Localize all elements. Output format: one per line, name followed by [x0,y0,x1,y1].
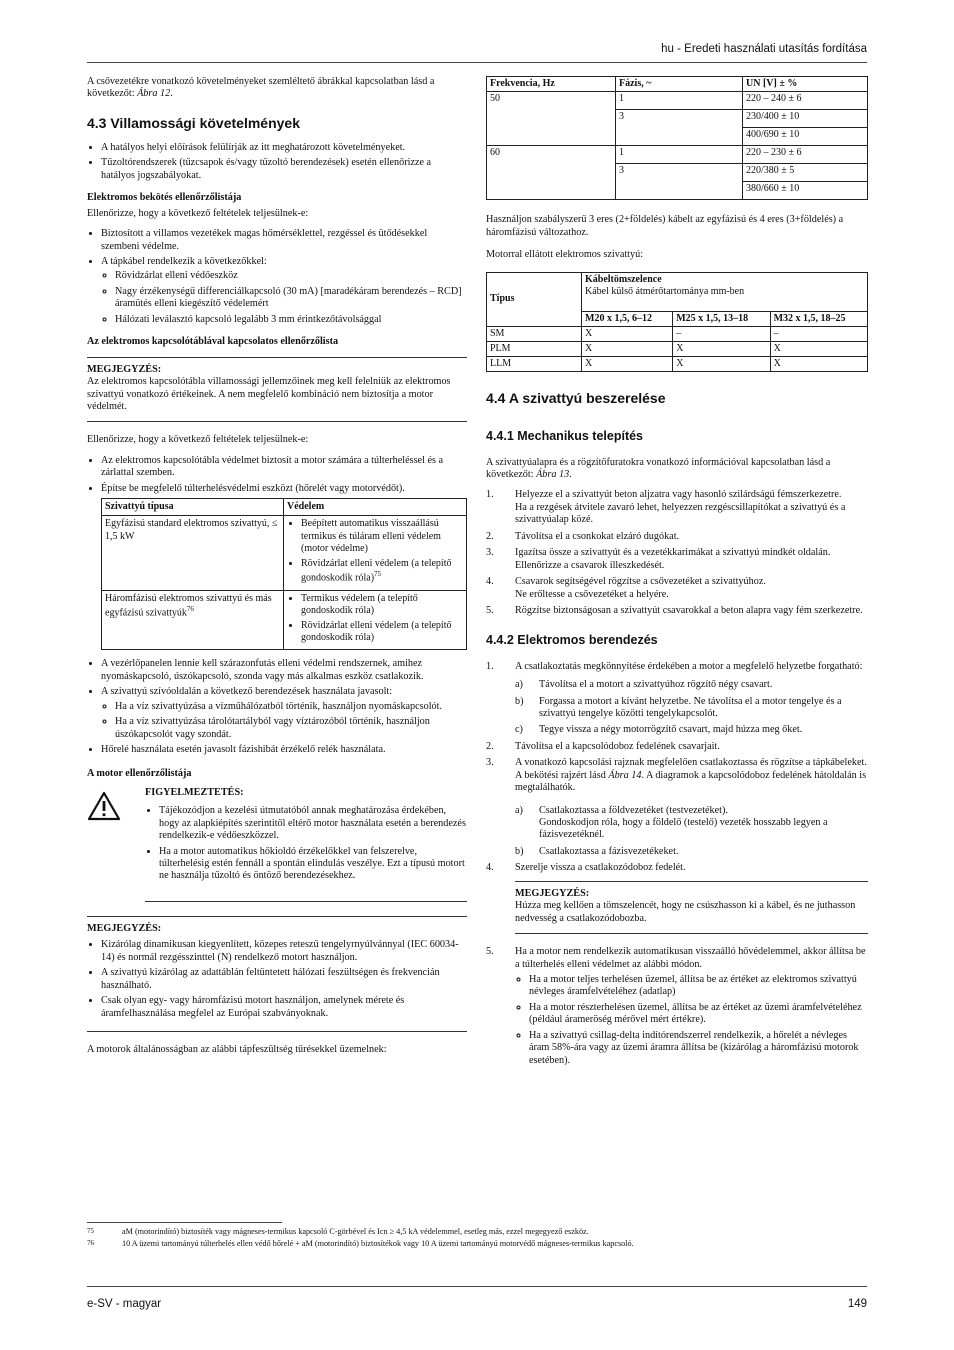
table-cell: 220 – 230 ± 6 [743,146,868,164]
table-cell: PLM [487,341,582,356]
header-divider [87,62,867,63]
list-item: • Biztosított a villamos vezetékek magas hőmérséklettel, rezgéssel és ütődésekkel szembeni védelme. [101,228,467,253]
list-item: 5. Ha a motor nem rendelkezik automatikusan visszaálló hővédelemmel, akkor állítsa be a túlterhelés elleni védelmet az alábbi módon. ◦ Ha a motor teljes terhelésen üzemel, állítsa be az értéket az elektromos szivattyú névleges áramfelvételéhez (adatlap) ◦ Ha a motor részterhelésen üzemel, állítsa be az értéket az üzemi áramfelvételéhez (például árameröség mérővel mért értékre). ◦ Ha a szivattyú csillag-delta indítórendszerrel rendelkezik, a hőrelét a névleges áram 58%-ára vagy az üzemi áramra állítsa be (kizárólag a háromfázisú motorok esetében). [486,946,868,1067]
table-cell [284,516,467,590]
table-cell: 60 [487,146,616,200]
list-item: 4. Szerelje vissza a csatlakozódoboz fedelét. [486,862,686,874]
note-title: MEGJEGYZÉS: [515,887,590,899]
warning-box [87,787,467,902]
section-4-3-heading: 4.3 Villamossági követelmények [87,114,300,131]
note-box-motor [87,916,467,1032]
table-cell [284,590,467,650]
list-item: • Hőrelé használata esetén javasolt fázishibát érzékelő relék használata. [101,744,467,756]
list-item: ◦ Ha a szivattyú csillag-delta indítórendszerrel rendelkezik, a hőrelét a névleges áram 58%-ára vagy az üzemi áramra állítsa be (kizárólag a háromfázisú motorok esetében). [529,1030,868,1067]
motor-checklist-title: A motor ellenőrzőlistája [87,768,192,780]
table-cell: – [673,326,770,341]
mech-intro: A szivattyúalapra és a rögzítőfuratokra vonatkozó információval kapcsolatban lásd a következőt: Ábra 13. [486,456,831,481]
table-row [102,590,467,650]
note-box-gland [515,881,868,934]
footer-divider [87,1286,867,1287]
list-item: • Ha a motor automatikus hőkioldó érzékelőkkel van felszerelve, túlterhelésig estén fennáll a spontán elindulás veszélye. Ezt a típusú motort ne használja tűzoltó és öntöző berendezésekhez. [159,846,467,883]
table-header: M20 x 1,5, 6–12 [582,311,673,326]
left-column [87,76,467,1064]
table-row [102,516,467,590]
table-cell: Egyfázisú standard elektromos szivattyú, ≤ 1,5 kW [102,516,284,590]
list-item: • Beépített automatikus visszaállású termikus és túláram elleni védelem (motor védelme) [301,518,463,555]
intro-paragraph: A csővezetékre vonatkozó követelményeket szemléltető ábrákkal kapcsolatban lásd a következőt: Ábra 12. [87,76,435,100]
section-4-4-1-heading: 4.4.1 Mechanikus telepítés [486,429,644,444]
list-item: 1. Helyezze el a szivattyút beton aljzatra vagy hasonló szilárdságú fémszerkezetre. Ha a rezgések átvitele zavaró lehet, helyezzen rezgéscsillapítókat a szivattyú és a szivattyúalap közé. [486,489,846,526]
table-header: Szivattyú típusa [102,499,284,516]
table-cell: 50 [487,92,616,146]
table-cell: X [673,341,770,356]
list-item: • Rövidzárlat elleni védelem (a telepítő gondoskodik róla)$^{75}$ [301,558,463,585]
table-row [487,341,868,356]
table-header: Kábeltömszelence Kábel külső átmérőtartománya mm-ben [582,272,868,311]
list-item: • Termikus védelem (a telepítő gondoskodik róla) [301,593,463,617]
table-cell: 220 – 240 ± 6 [743,92,868,110]
connection-list [87,228,467,326]
list-item: ◦ Ha a víz szivattyúzása a vízműhálózatból történik, használjon nyomáskapcsolót. [115,701,467,713]
voltage-tolerance-table [486,76,868,200]
list-item: • A hatályos helyi előírások felülírják az itt meghatározott követelményeket. [101,142,467,154]
table-cell: X [582,326,673,341]
list-item: a) Csatlakoztassa a földvezetéket (testvezetéket). Gondoskodjon róla, hogy a földelő (testelő) vezeték hosszabb legyen a fázisvezetéknél. [515,804,828,841]
warning-content [145,787,467,902]
right-column [486,76,868,1073]
connection-intro: Ellenőrizze, hogy a következő feltételek teljesülnek-e: [87,207,309,219]
list-item: • Az elektromos kapcsolótábla védelmet biztosít a motor számára a túlterheléssel és a zárlattal szemben. [101,455,467,480]
table-header: Frekvencia, Hz [487,77,616,92]
list-item: 1. A csatlakoztatás megkönnyítése érdekében a motor a megfelelő helyzetbe forgatható: a) Távolítsa el a motort a szivattyúhoz rögzítő négy csavart. b) Forgassa a motort a kívánt helyzetbe. Ne távolítsa el a motor tengelye és a szivattyú tengelye közötti tengelykapcsolót. c) Tegye vissza a négy motorrögzítő csavart, majd húzza meg őket. [486,661,868,737]
table-cell: 230/400 ± 10 [743,110,868,128]
list-item: • Csak olyan egy- vagy háromfázisú motort használjon, amelynek mérete és áramfelhasználása megfelel az Európai szabványoknak. [101,995,467,1020]
list-item: 3. Igazítsa össze a szivattyút és a vezetékkarimákat a szivattyú mindkét oldalán. Ellenőrizze a csavarok illeszkedését. [486,547,831,571]
cable-gland-table [486,272,868,373]
mechanical-steps [486,489,868,617]
section-4-4-2-heading: 4.4.2 Elektromos berendezés [486,633,658,648]
check-intro: Ellenőrizze, hogy a következő feltételek teljesülnek-e: [87,434,309,446]
footnote: 76 10 A üzemi tartományú túlterhelés ellen védő hőrelé + aM (motorindító) biztosítékok vagy 10 A üzemi tartományú motorvédő mágneses-termikus kapcsoló. [87,1239,634,1248]
list-item: • Tájékozódjon a kezelési útmutatóból annak meghatározása érdekében, hogy az alapkiépítés szerintitől eltérő motor használata esetén a berendezés rendelkezik-e védőeszközzel. [159,805,467,842]
page-number: 149 [847,1298,867,1310]
table-cell: 1 [616,146,743,164]
table-header: UN [V] ± % [743,77,868,92]
connection-checklist-title: Elektromos bekötés ellenőrzőlistája [87,192,242,204]
page-header: hu - Eredeti használati utasítás fordítása [661,43,867,55]
list-item: 5. Rögzítse biztonságosan a szivattyút csavarokkal a beton alapra vagy fém szerkezetre. [486,604,863,616]
list-item: b) Forgassa a motort a kívánt helyzetbe. Ne távolítsa el a motor tengelye és a szivattyú tengelye közötti tengelykapcsolót. [515,695,842,719]
note-box [87,357,467,423]
panel-checklist-title: Az elektromos kapcsolótáblával kapcsolatos ellenőrzőlista [87,336,339,348]
warning-title: FIGYELMEZTETÉS: [145,786,244,798]
table-header: Fázis, ~ [616,77,743,92]
table-cell: 3 [616,110,743,146]
table-row [487,146,868,164]
table-row [487,357,868,372]
list-item: ◦ Nagy érzékenységű differenciálkapcsoló (30 mA) [maradékáram berendezés – RCD] áramütés elleni kiegészítő védelemért [115,286,467,311]
table-cell: 1 [616,92,743,110]
note-title: MEGJEGYZÉS: [87,922,162,934]
warning-triangle-icon [87,787,145,902]
table-cell: 3 [616,164,743,200]
table-cell: X [770,341,867,356]
list-item: • Építse be megfelelő túlterhelésvédelmi eszközt (hőrelét vagy motorvédőt). [101,483,467,495]
list-item: • Kizárólag dinamikusan kiegyenlített, közepes reteszű tengelyrnyúlvánnyal (IEC 60034-14) és normál rezgésszinttel (N) rendelkező motort használjon. [101,939,467,964]
table-row [487,92,868,110]
table-cell: Háromfázisú elektromos szivattyú és más egyfázisú szivattyúk$^{76}$ [102,590,284,650]
list-item: 4. Csavarok segítségével rögzítse a csővezetéket a szivattyúhoz. Ne erőltesse a csővezetéket a helyére. [486,576,766,600]
list-item: • A szivattyú szívóoldalán a következő berendezések használata javasolt: ◦ Ha a víz szivattyúzása a vízműhálózatból történik, használjon nyomáskapcsolót. ◦ Ha a víz szivattyúzása tárolótartályból vagy víztározóból történik, használjon úszókapcsolót vagy szondát. [101,686,467,741]
footnote: 75 aM (motorindító) biztosíték vagy mágneses-termikus kapcsoló C-görbével és Icn ≥ 4,5 kA védelemmel, esetleg más, ezzel megegyező eszköz. [87,1227,589,1236]
table-cell: X [673,357,770,372]
list-item: ◦ Ha a víz szivattyúzása tárolótartályból vagy víztározóból történik, használjon úszókapcsolót vagy szondát. [115,716,467,741]
list-item: • Tűzoltórendszerek (tűzcsapok és/vagy tűzoltó berendezések) esetén ellenőrizze a hatályos jogszabályokat. [101,157,467,182]
footer-doc-name: e-SV - magyar [87,1298,162,1310]
list-item: ◦ Hálózati leválasztó kapcsoló legalább 3 mm érintkezőtávolsággal [115,314,467,326]
table-cell: 220/380 ± 5 [743,164,868,182]
protection-table [101,498,467,650]
table-header: M25 x 1,5, 13–18 [673,311,770,326]
section-4-4-heading: 4.4 A szivattyú beszerelése [486,390,666,407]
table-cell: – [770,326,867,341]
table-header: Védelem [284,499,467,516]
electrical-steps [486,661,868,875]
table-cell: X [582,357,673,372]
panel-list [87,455,467,495]
requirements-list [87,142,467,182]
table-header: Típus [487,272,582,326]
panel-list-continued [87,658,467,756]
list-item: c) Tegye vissza a négy motorrögzítő csavart, majd húzza meg őket. [515,724,803,736]
list-item: a) Távolítsa el a motort a szivattyúhoz rögzítő négy csavart. [515,679,773,691]
list-item: 2. Távolítsa el a csonkokat elzáró dugókat. [486,530,680,542]
list-item: b) Csatlakoztassa a fázisvezetékeket. [515,845,679,857]
footnote-divider [87,1222,282,1223]
table-cell: X [770,357,867,372]
list-item: • A tápkábel rendelkezik a következőkkel: ◦ Rövidzárlat elleni védőeszköz ◦ Nagy érzékenységű differenciálkapcsoló (30 mA) [maradékáram berendezés – RCD] áramütés elleni kiegészítő védelemért ◦ Hálózati leválasztó kapcsoló legalább 3 mm érintkezőtávolsággal [101,256,467,326]
note-text: Húzza meg kellően a tömszelencét, hogy ne csúszhasson ki a kábel, és ne juthasson nedvesség a csatlakozódobozba. [515,900,856,924]
list-item: • Rövidzárlat elleni védelem (a telepítő gondoskodik róla) [301,620,463,644]
cable-text: Használjon szabályszerű 3 eres (2+földelés) kábelt az egyfázisú és 4 eres (3+földelés) a háromfázisú változathoz. [486,214,844,238]
list-item: 3. A vonatkozó kapcsolási rajznak megfelelően csatlakoztassa és rögzítse a tápkábeleket. A bekötési rajzért lásd Ábra 14. A diagramok a kapcsolódoboz fedelének hátoldalán is megtalálhatók. a) Csatlakoztassa a földvezetéket (testvezetéket). Gondoskodjon róla, hogy a földelő (testelő) vezeték hosszabb legyen a fázisvezetéknél. b) Csatlakoztassa a fázisvezetékeket. [486,757,867,857]
note-title: MEGJEGYZÉS: [87,363,162,375]
voltage-intro: A motorok általánosságban az alábbi tápfeszültség tűrésekkel üzemelnek: [87,1043,387,1055]
list-item: 2. Távolítsa el a kapcsolódoboz fedelének csavarjait. [486,740,720,752]
motor-pump-text: Motorral ellátott elektromos szivattyú: [486,249,644,261]
table-cell: LLM [487,357,582,372]
table-cell: 380/660 ± 10 [743,182,868,200]
table-cell: SM [487,326,582,341]
list-item: ◦ Rövidzárlat elleni védőeszköz [115,270,467,282]
table-row [487,326,868,341]
table-cell: 400/690 ± 10 [743,128,868,146]
list-item: • A vezérlőpanelen lennie kell szárazonfutás elleni védelmi rendszernek, amihez nyomáskapcsoló, úszókapcsoló, szonda vagy más alkalmas eszköz csatlakozik. [101,658,467,683]
table-cell: X [582,341,673,356]
footnotes [87,1222,867,1251]
list-item: ◦ Ha a motor teljes terhelésen üzemel, állítsa be az értéket az elektromos szivattyú névleges áramfelvételéhez (adatlap) [529,974,868,999]
table-header: M32 x 1,5, 18–25 [770,311,867,326]
list-item: ◦ Ha a motor részterhelésen üzemel, állítsa be az értéket az üzemi áramfelvételéhez (például árameröség mérővel mért értékre). [529,1002,868,1027]
electrical-steps-continued [486,946,868,1067]
note-text: Az elektromos kapcsolótábla villamossági jellemzőinek meg kell felelniük az elektromos szivattyú vonatkozó értékeinek. A nem megfelelő kombináció nem biztosítja a motor védelmét. [87,376,451,412]
list-item: • A szivattyú kizárólag az adattáblán feltüntetett hálózati feszültségen és frekvencián használható. [101,967,467,992]
